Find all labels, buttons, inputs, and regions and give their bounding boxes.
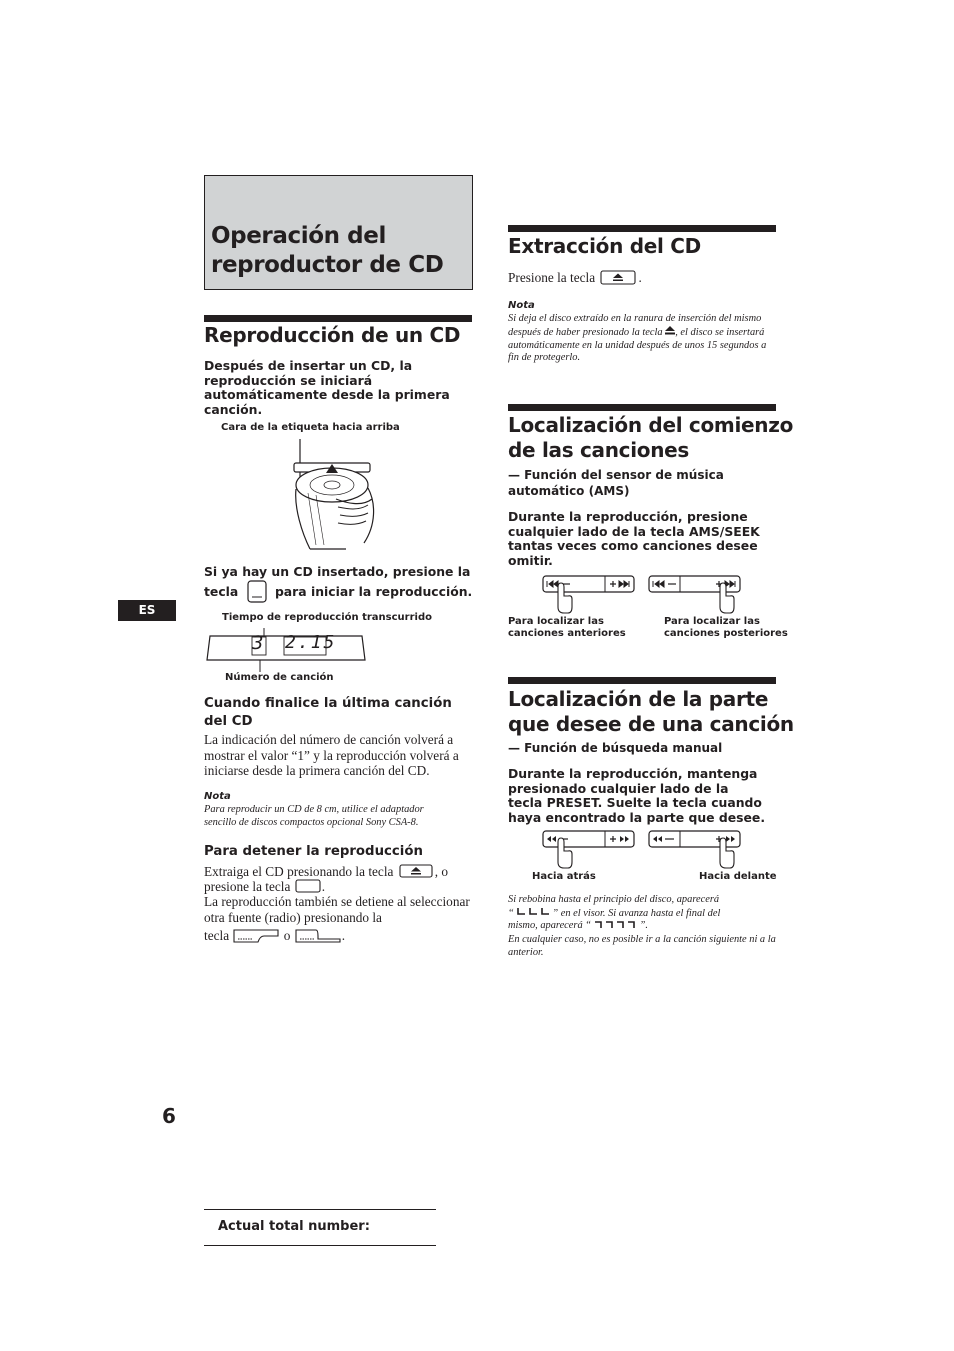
manual-lead: Durante la reproducción, mantenga presionado cualquier lado de la tecla PRESET. Suelte la tecla cuando haya encontrado la parte que desee. <box>508 766 766 825</box>
ams-key-left-illustration <box>540 573 638 615</box>
manual-note-line2: “ ” en el visor. Si avanza hasta el final del <box>508 908 721 919</box>
cd-insert-illustration <box>276 433 386 553</box>
footer-rule-top <box>204 1209 436 1210</box>
mode-key-icon <box>294 926 342 946</box>
footer-label: Actual total number: <box>218 1219 370 1234</box>
section-heading-reproduccion: Reproducción de un CD <box>204 323 461 347</box>
display-time: 2.15 <box>285 632 337 653</box>
section-heading-extraccion: Extracción del CD <box>508 234 701 258</box>
stop-line4: tecla o . <box>204 926 345 946</box>
ams-caption-left: Para localizar las canciones anteriores <box>508 616 626 639</box>
manual-note-line3: mismo, aparecerá “ ”. <box>508 920 649 931</box>
chapter-title-box <box>204 175 473 290</box>
extraccion-body: Presione la tecla . <box>508 270 642 285</box>
eject-icon <box>665 326 675 335</box>
section-rule <box>508 225 776 232</box>
ams-caption-right: Para localizar las canciones posteriores <box>664 616 788 639</box>
display-caption-top: Tiempo de reproducción transcurrido <box>222 612 432 623</box>
footer-rule-bottom <box>204 1245 436 1246</box>
section-rule <box>508 677 776 684</box>
display-track: 3 <box>252 632 264 654</box>
manual-note-line4: En cualquier caso, no es posible ir a la canción siguiente ni a la anterior. <box>508 934 776 958</box>
off-key-icon <box>295 879 321 893</box>
section-heading-ams: Localización del comienzo de las canciones <box>508 413 794 462</box>
lcd-end-symbols <box>594 920 640 929</box>
if-inserted-line2: tecla para iniciar la reproducción. <box>204 580 472 604</box>
end-body: La indicación del número de canción volverá a mostrar el valor “1” y la reproducción volverá a iniciarse desde la primera canción del CD. <box>204 732 459 778</box>
eject-key-icon <box>399 864 433 878</box>
chapter-title: Operación del reproductor de CD <box>211 223 444 278</box>
manual-subtitle: — Función de búsqueda manual <box>508 741 723 755</box>
preset-key-left-illustration <box>540 828 638 870</box>
section-rule <box>204 315 472 322</box>
manual-note-line1: Si rebobina hasta el principio del disco, aparecerá <box>508 894 720 905</box>
source-key-icon <box>232 926 280 946</box>
lcd-start-symbols <box>516 907 552 916</box>
eject-key-icon <box>600 270 636 285</box>
manual-caption-right: Hacia delante <box>699 871 777 882</box>
preset-key-right-illustration <box>646 828 744 870</box>
section-heading-manual: Localización de la parte que desee de una canción <box>508 687 794 736</box>
if-inserted-line1: Si ya hay un CD insertado, presione la <box>204 564 471 579</box>
ams-key-right-illustration <box>646 573 744 615</box>
extraccion-note-label: Nota <box>508 300 535 311</box>
source-key-icon <box>246 580 268 604</box>
extraccion-note: Si deja el disco extraído en la ranura de inserción del mismo después de haber presionado la tecla , el disco se insertará automáticamente en la unidad después de unos 15 segundos a fin de protegerlo. <box>508 313 767 364</box>
illus-caption: Cara de la etiqueta hacia arriba <box>221 422 400 433</box>
manual-caption-left: Hacia atrás <box>532 871 596 882</box>
note-text: Para reproducir un CD de 8 cm, utilice el adaptador sencillo de discos compactos opcional Sony CSA-8. <box>204 804 424 828</box>
stop-line3: La reproducción también se detiene al seleccionar otra fuente (radio) presionando la <box>204 894 470 925</box>
display-caption-bottom: Número de canción <box>225 672 334 683</box>
ams-lead: Durante la reproducción, presione cualquier lado de la tecla AMS/SEEK tantas veces como canciones desee omitir. <box>508 509 760 568</box>
end-heading: Cuando finalice la última canción del CD <box>204 696 452 729</box>
section-rule <box>508 404 776 411</box>
page-number: 6 <box>162 1104 176 1128</box>
language-tab: ES <box>118 600 176 621</box>
stop-line1: Extraiga el CD presionando la tecla , o <box>204 864 449 879</box>
note-label: Nota <box>204 791 231 802</box>
stop-line2: presione la tecla . <box>204 879 326 894</box>
cd-disc <box>296 468 368 502</box>
reproduccion-lead: Después de insertar un CD, la reproducción se iniciará automáticamente desde la primera canción. <box>204 358 450 417</box>
stop-heading: Para detener la reproducción <box>204 844 423 859</box>
ams-subtitle: — Función del sensor de música automático (AMS) <box>508 468 724 498</box>
